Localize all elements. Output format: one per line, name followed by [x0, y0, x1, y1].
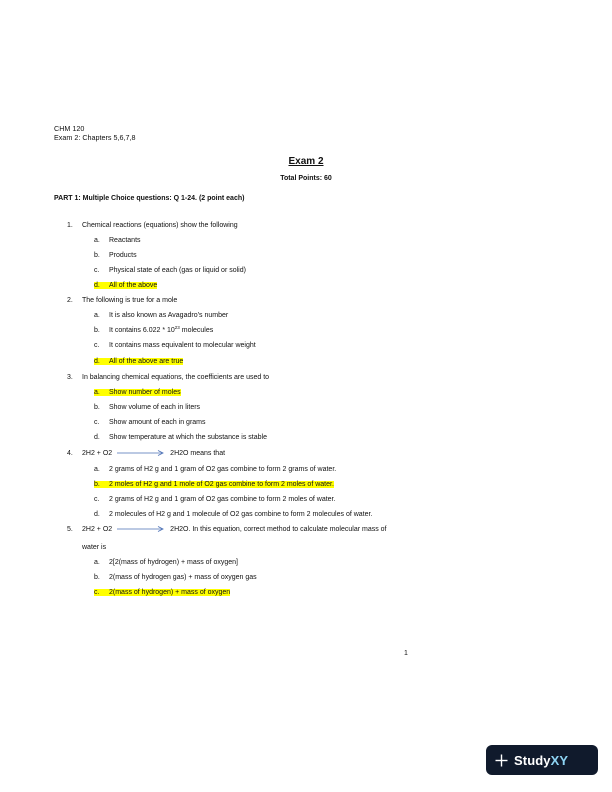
- question-number: 1.: [67, 222, 73, 229]
- option-text: Products: [109, 252, 137, 259]
- option-text: 2 grams of H2 g and 1 gram of O2 gas combine to form 2 grams of water.: [109, 466, 337, 473]
- option-3d: [94, 433, 267, 442]
- option-letter: b.: [94, 574, 100, 581]
- option-4c: [94, 495, 335, 504]
- question-3: [67, 373, 269, 382]
- option-text: Physical state of each (gas or liquid or solid): [109, 267, 246, 274]
- exponent: 23: [174, 325, 180, 330]
- option-2c: [94, 341, 256, 350]
- option-letter: a.: [94, 559, 100, 566]
- option-text-after: molecules: [179, 327, 214, 334]
- option-1d: [94, 281, 157, 290]
- question-4: [67, 449, 225, 458]
- question-number: 4.: [67, 450, 73, 457]
- option-letter: b.: [94, 252, 100, 259]
- option-letter: d.: [94, 358, 100, 365]
- option-text-highlighted: 2(mass of hydrogen) + mass of oxygen: [109, 589, 231, 596]
- question-5: [67, 525, 387, 534]
- option-5c: [94, 588, 230, 597]
- equation-reactants: 2H2 + O2: [82, 526, 113, 533]
- option-text-before: It contains 6.022 * 10: [109, 327, 175, 334]
- option-text: It is also known as Avagadro’s number: [109, 312, 229, 319]
- option-letter: c.: [94, 496, 100, 503]
- option-5a: [94, 558, 238, 567]
- equation-reactants: 2H2 + O2: [82, 450, 113, 457]
- option-letter: c.: [94, 267, 100, 274]
- option-letter: a.: [94, 237, 100, 244]
- option-1c: [94, 266, 246, 275]
- option-letter: a.: [94, 389, 100, 396]
- option-3a: [94, 388, 181, 397]
- logo-xy: XY: [550, 752, 569, 768]
- option-2a: [94, 311, 228, 320]
- logo-study: Study: [514, 752, 551, 768]
- option-text: Reactants: [109, 237, 141, 244]
- question-5-continuation: water is: [82, 544, 107, 551]
- equation-text: 2H2O means that: [170, 450, 226, 457]
- option-letter: b.: [94, 327, 100, 334]
- option-3b: [94, 403, 200, 412]
- option-letter: b.: [94, 481, 100, 488]
- equation-text: 2H2O. In this equation, correct method to calculate molecular mass of: [170, 526, 387, 533]
- studyxy-logo[interactable]: [486, 745, 598, 775]
- option-text: Show volume of each in liters: [109, 404, 201, 411]
- question-number: 2.: [67, 297, 73, 304]
- reaction-arrow-icon: [117, 525, 165, 533]
- plus-icon: [495, 754, 508, 767]
- question-text: The following is true for a mole: [82, 297, 178, 304]
- option-4d: [94, 510, 372, 519]
- question-text: In balancing chemical equations, the coefficients are used to: [82, 374, 270, 381]
- option-text: It contains mass equivalent to molecular weight: [109, 342, 256, 349]
- question-1: [67, 221, 238, 230]
- option-4b: [94, 480, 334, 489]
- option-text: Show amount of each in grams: [109, 419, 206, 426]
- option-letter: c.: [94, 342, 100, 349]
- option-text-highlighted: Show number of moles: [109, 389, 181, 396]
- option-letter: c.: [94, 419, 100, 426]
- question-text: Chemical reactions (equations) show the following: [82, 222, 238, 229]
- question-number: 5.: [67, 526, 73, 533]
- exam-chapters: Exam 2: Chapters 5,6,7,8: [54, 133, 136, 142]
- option-letter: d.: [94, 511, 100, 518]
- option-4a: [94, 465, 336, 474]
- option-letter: a.: [94, 466, 100, 473]
- question-number: 3.: [67, 374, 73, 381]
- option-1a: [94, 236, 141, 245]
- option-text-highlighted: 2 moles of H2 g and 1 mole of O2 gas combine to form 2 moles of water.: [109, 481, 334, 488]
- option-3c: [94, 418, 206, 427]
- option-letter: d.: [94, 282, 100, 289]
- option-5b: [94, 573, 257, 582]
- course-code: CHM 120: [54, 124, 85, 133]
- page-number: 1: [404, 650, 408, 657]
- option-text: 2[2(mass of hydrogen) + mass of oxygen]: [109, 559, 238, 566]
- exam-title: Exam 2: [288, 156, 324, 167]
- option-2d: [94, 357, 183, 366]
- option-text-highlighted: All of the above are true: [109, 358, 184, 365]
- option-text-highlighted: All of the above: [109, 282, 158, 289]
- option-letter: d.: [94, 434, 100, 441]
- option-letter: c.: [94, 589, 100, 596]
- option-text: 2 molecules of H2 g and 1 molecule of O2 gas combine to form 2 molecules of water.: [109, 511, 373, 518]
- part1-heading: PART 1: Multiple Choice questions: Q 1-24. (2 point each): [54, 195, 245, 202]
- option-2b: [94, 326, 213, 335]
- option-letter: b.: [94, 404, 100, 411]
- logo-wordmark: [514, 753, 568, 768]
- option-text: Show temperature at which the substance is stable: [109, 434, 267, 441]
- option-text: 2(mass of hydrogen gas) + mass of oxygen gas: [109, 574, 257, 581]
- option-text: 2 grams of H2 g and 1 gram of O2 gas combine to form 2 moles of water.: [109, 496, 336, 503]
- option-1b: [94, 251, 137, 260]
- question-2: [67, 296, 177, 305]
- reaction-arrow-icon: [117, 449, 165, 457]
- total-points: Total Points: 60: [280, 175, 332, 182]
- option-letter: a.: [94, 312, 100, 319]
